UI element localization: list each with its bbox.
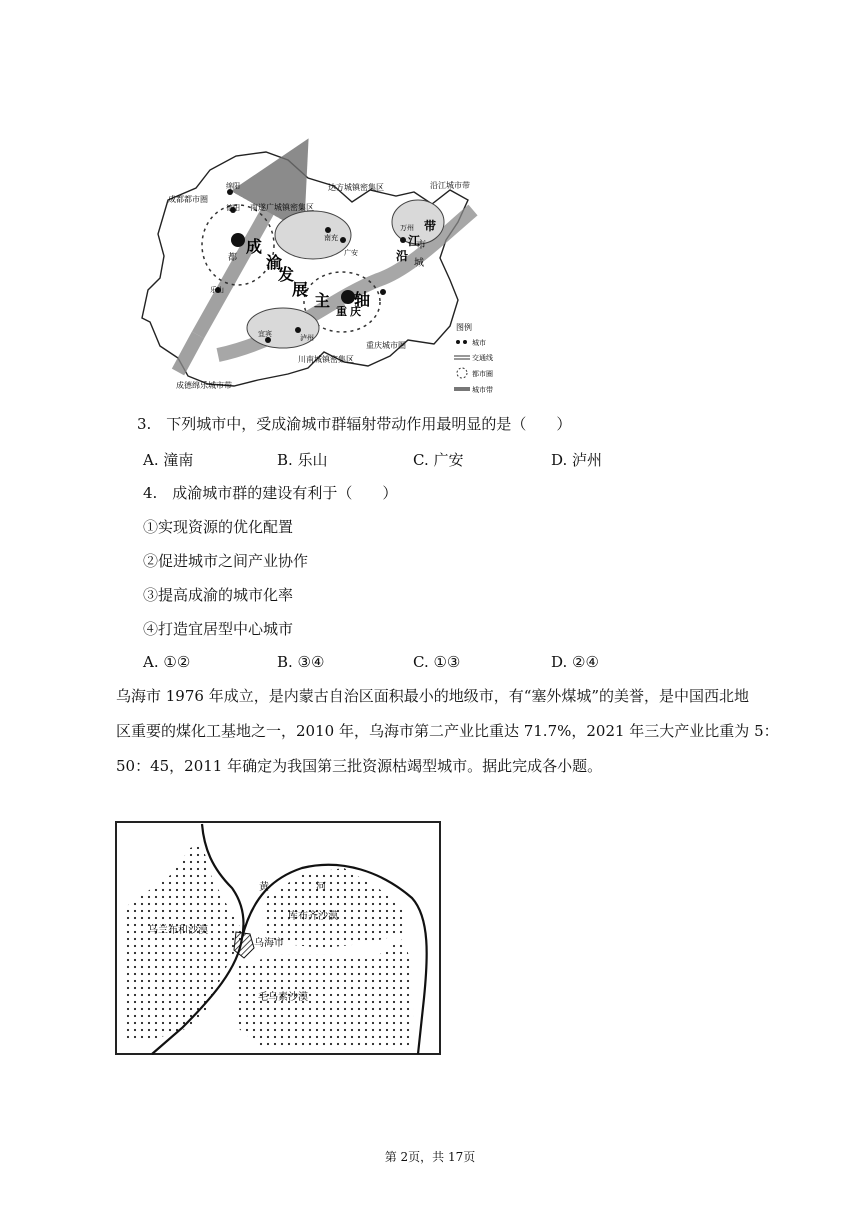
legend-transport: 交通线: [472, 354, 493, 362]
label-qing: 庆: [350, 305, 361, 318]
q4-option-b: B. ③④: [277, 653, 325, 671]
passage-line-3: 50：45，2011 年确定为我国第三批资源枯竭型城市。据此完成各小题。: [116, 757, 603, 775]
q4-item-4: ④打造宜居型中心城市: [143, 620, 294, 638]
q3-option-d: D. 泸州: [551, 451, 603, 469]
label-nansui: 南遂广城镇密集区: [250, 203, 314, 212]
question-3-stem: 3. 下列城市中，受成渝城市群辐射带动作用最明显的是（ ）: [137, 415, 572, 433]
label-dai: 带: [424, 219, 437, 233]
chengyu-map: [138, 130, 510, 402]
q4-item-2: ②促进城市之间产业协作: [143, 552, 309, 570]
label-du: 都: [228, 253, 238, 263]
q3-option-a: A. 潼南: [143, 451, 194, 469]
page-footer: 第 2页，共 17页: [384, 1150, 476, 1164]
label-he: 河: [316, 882, 326, 893]
label-zhan: 展: [292, 280, 309, 299]
label-cheng2: 城: [414, 258, 424, 269]
label-mianyang: 绵阳: [226, 182, 240, 190]
label-wanzhou: 万州: [400, 224, 414, 232]
label-deyang: 德阳: [226, 204, 240, 212]
label-shi: 市: [416, 240, 426, 251]
label-fa: 发: [278, 265, 295, 284]
label-nanchong: 南充: [324, 234, 338, 242]
label-chuannan: 川南城镇密集区: [298, 355, 354, 364]
label-yu: 渝: [266, 253, 283, 272]
label-guangan: 广安: [344, 249, 358, 257]
passage-line-1: 乌海市 1976 年成立，是内蒙古自治区面积最小的地级市，有“塞外煤城”的美誉，是中国西北地: [116, 687, 750, 705]
label-luzhou: 泸州: [300, 334, 314, 342]
label-jiang: 江: [408, 234, 421, 248]
label-zhu: 主: [314, 291, 331, 310]
q4-item-3: ③提高成渝的城市化率: [143, 586, 294, 604]
legend-title: 图例: [456, 323, 472, 332]
label-chengdu-area: 成都都市圈: [168, 195, 208, 204]
label-yan: 沿: [396, 249, 409, 263]
label-yanjiang-belt: 沿江城市带: [430, 181, 470, 190]
label-ulanbuh: 乌兰布和沙漠: [148, 925, 208, 936]
legend-city: 城市: [472, 339, 486, 347]
label-zhou: 轴: [354, 290, 371, 309]
q3-option-c: C. 广安: [413, 451, 464, 469]
label-chengmianle: 成德绵乐城市带: [176, 381, 232, 390]
q3-option-b: B. 乐山: [277, 451, 328, 469]
passage-line-2: 区重要的煤化工基地之一，2010 年，乌海市第二产业比重达 71.7%，2021 年三大产业比重为 5：: [116, 722, 779, 740]
q4-option-a: A. ①②: [143, 653, 191, 671]
q4-option-d: D. ②④: [551, 653, 599, 671]
legend-metro: 都市圈: [472, 370, 493, 378]
label-chong: 重: [336, 305, 347, 318]
ulanbuh-desert: [124, 844, 246, 1042]
label-dazhou: 达方城镇密集区: [328, 183, 384, 192]
label-wuhai: 乌海市: [254, 938, 284, 949]
kubuqi-desert: [262, 868, 404, 948]
legend-belt: 城市带: [472, 386, 493, 394]
label-maowusu: 毛乌素沙漠: [258, 992, 308, 1003]
label-leshan: 乐山: [210, 286, 224, 294]
q4-item-1: ①实现资源的优化配置: [143, 518, 294, 536]
label-yibin: 宜宾: [258, 330, 272, 338]
q4-option-c: C. ①③: [413, 653, 461, 671]
label-chongqing-area: 重庆城市圈: [366, 341, 406, 350]
wuhai-map: [112, 818, 444, 1058]
label-kubuqi: 库布齐沙漠: [288, 911, 338, 922]
label-cheng: 成: [246, 237, 263, 256]
map1-legend: [454, 322, 493, 394]
question-4-stem: 4. 成渝城市群的建设有利于（ ）: [143, 484, 398, 502]
label-huang: 黄: [259, 882, 269, 893]
